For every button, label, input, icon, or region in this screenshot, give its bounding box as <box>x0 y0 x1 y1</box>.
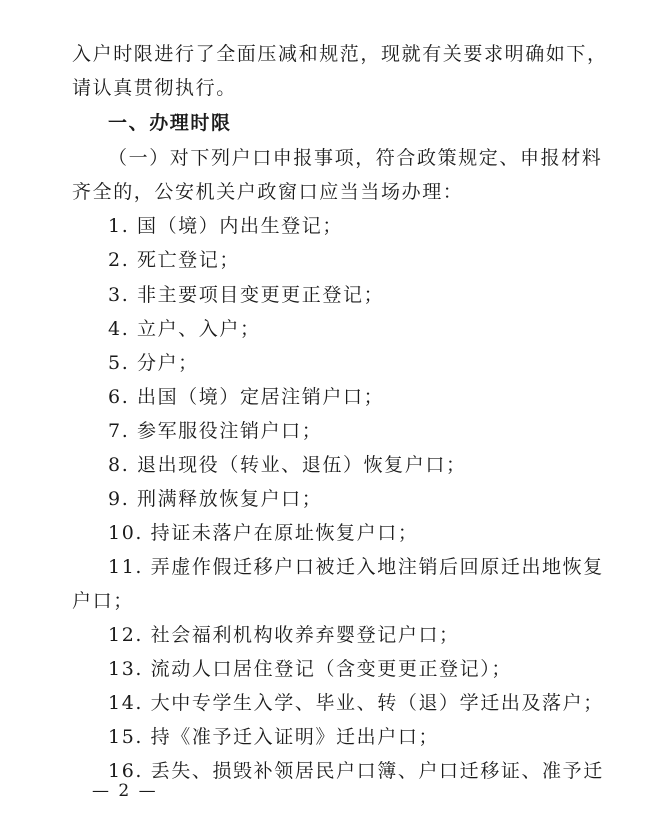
list-item: 10. 持证未落户在原址恢复户口； <box>108 522 419 544</box>
list-item: 15. 持《准予迁入证明》迁出户口； <box>108 726 440 748</box>
list-item-continuation: 户口； <box>72 590 134 612</box>
list-item: 13. 流动人口居住登记（含变更更正登记）； <box>108 658 512 680</box>
list-item: 11. 弄虚作假迁移户口被迁入地注销后回原迁出地恢复 <box>108 556 604 578</box>
list-item: 9. 刑满释放恢复户口； <box>108 488 323 510</box>
list-item: 6. 出国（境）定居注销户口； <box>108 386 385 408</box>
intro-line-2: 请认真贯彻执行。 <box>72 77 237 99</box>
sub-heading-line-1: （一）对下列户口申报事项，符合政策规定、申报材料 <box>108 147 603 169</box>
list-item: 2. 死亡登记； <box>108 249 240 271</box>
list-item: 4. 立户、入户； <box>108 318 261 340</box>
list-item: 3. 非主要项目变更更正登记； <box>108 284 385 306</box>
section-heading: 一、办理时限 <box>108 112 232 134</box>
list-item: 8. 退出现役（转业、退伍）恢复户口； <box>108 454 467 476</box>
intro-line-1: 入户时限进行了全面压减和规范，现就有关要求明确如下， <box>72 43 608 65</box>
list-item: 1. 国（境）内出生登记； <box>108 215 343 237</box>
page-number: — 2 — <box>92 781 158 801</box>
list-item: 14. 大中专学生入学、毕业、转（退）学迁出及落户； <box>108 692 604 714</box>
list-item: 7. 参军服役注销户口； <box>108 420 323 442</box>
list-item: 5. 分户； <box>108 352 199 374</box>
sub-heading-line-2: 齐全的，公安机关户政窗口应当当场办理： <box>72 181 464 203</box>
list-item: 12. 社会福利机构收养弃婴登记户口； <box>108 624 460 646</box>
list-item: 16. 丢失、损毁补领居民户口簿、户口迁移证、准予迁 <box>108 760 604 782</box>
